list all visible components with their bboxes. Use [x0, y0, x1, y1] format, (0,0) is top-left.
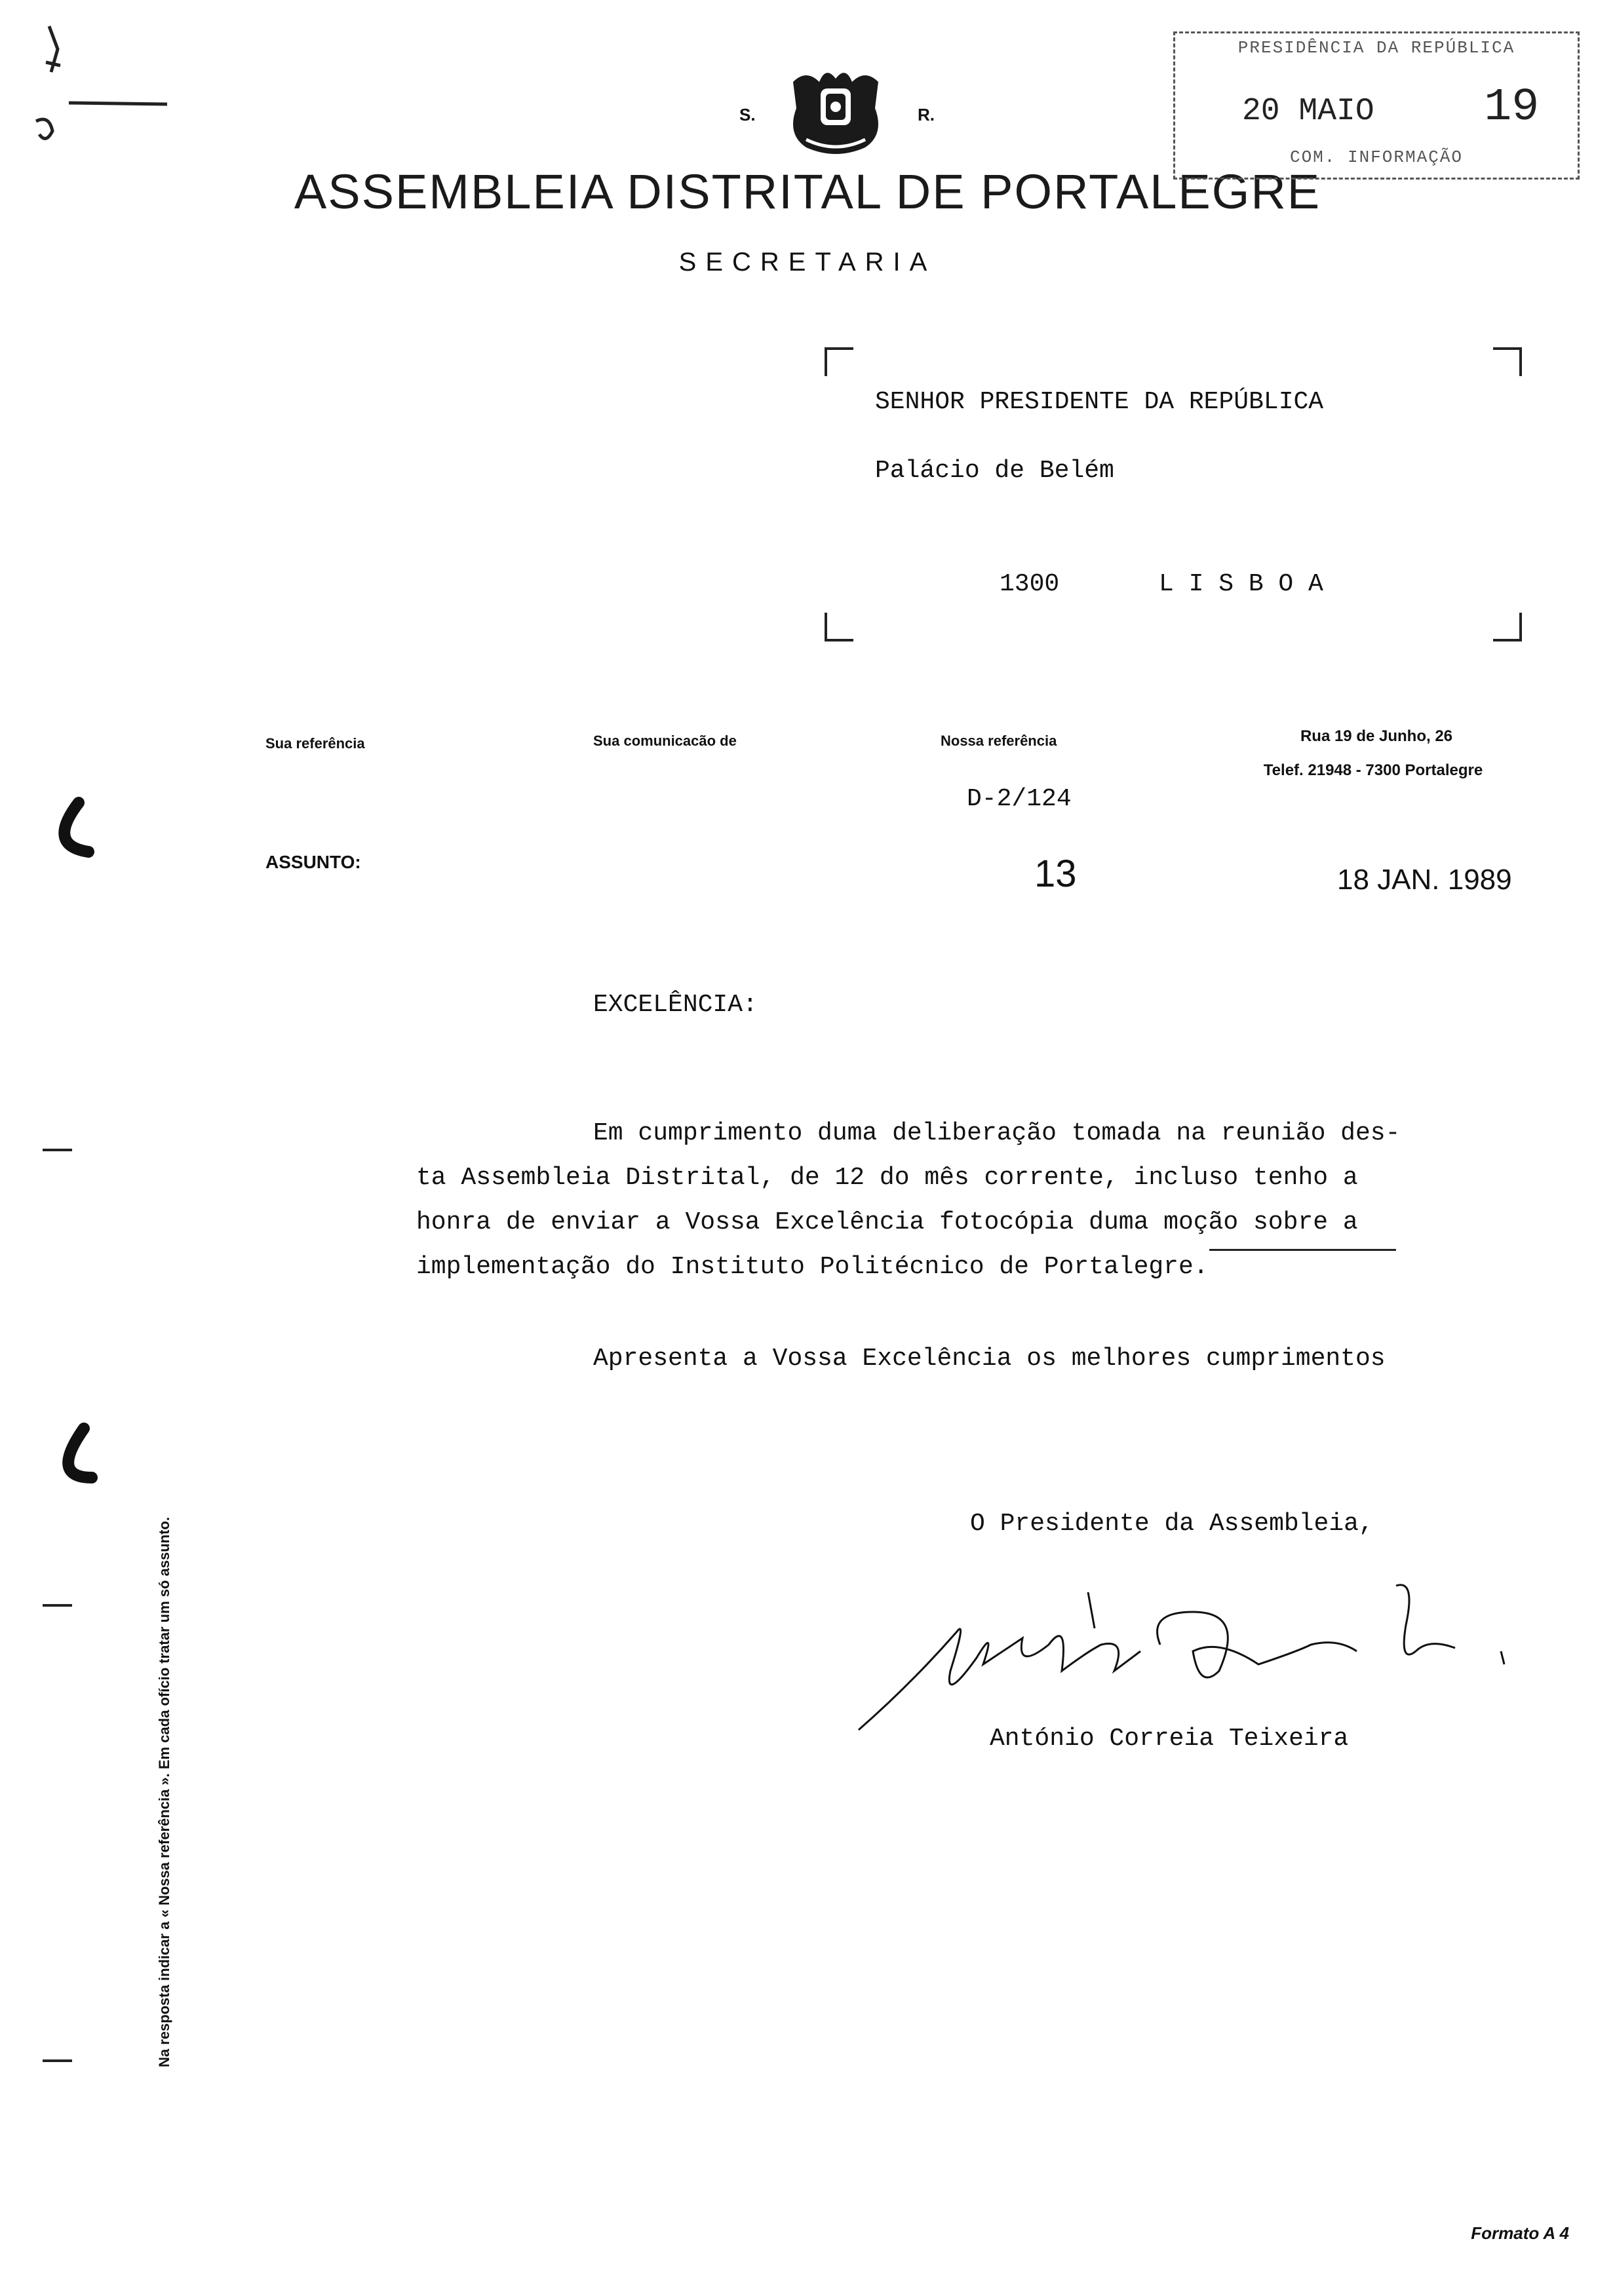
sequence-number: 13: [1034, 852, 1077, 895]
recipient-line-1: SENHOR PRESIDENTE DA REPÚBLICA: [875, 388, 1324, 416]
stamp-header: PRESIDÊNCIA DA REPÚBLICA: [1237, 38, 1515, 58]
sua-comunicacao-label: Sua comunicacão de: [593, 733, 737, 749]
coat-of-arms-icon: [780, 62, 891, 161]
emblem-left-mark: S.: [739, 105, 756, 124]
side-instruction-note: Na resposta indicar a « Nossa referência ». Em cada ofício tratar um só assunto.: [156, 1517, 172, 2067]
organization-subtitle: SECRETARIA: [678, 248, 937, 277]
sua-referencia-label: Sua referência: [265, 735, 365, 752]
signatory-name: António Correia Teixeira: [990, 1725, 1349, 1753]
assunto-label: ASSUNTO:: [265, 852, 361, 872]
emblem-right-mark: R.: [918, 105, 935, 124]
stamp-date-partial: 20 MAIO: [1242, 94, 1374, 129]
sender-address-line-2: Telef. 21948 - 7300 Portalegre: [1263, 761, 1483, 779]
recipient-line-2: Palácio de Belém: [875, 457, 1114, 485]
nossa-referencia-label: Nossa referência: [941, 733, 1057, 749]
address-corner-top-right: [1493, 347, 1522, 376]
salutation: EXCELÊNCIA:: [593, 991, 758, 1019]
address-corner-top-left: [825, 347, 853, 376]
paragraph-line-3: honra de enviar a Vossa Excelência fotocópia duma moção sobre a: [416, 1208, 1358, 1236]
address-corner-bottom-left: [825, 613, 853, 641]
paper-format-label: Formato A 4: [1471, 2223, 1569, 2243]
stamp-footer: COM. INFORMAÇÃO: [1289, 147, 1464, 167]
nossa-referencia-value: D-2/124: [967, 785, 1072, 813]
stamp-number: 19: [1484, 82, 1540, 134]
stamp-date: [1242, 82, 1539, 134]
organization-title: ASSEMBLEIA DISTRITAL DE PORTALEGRE: [294, 164, 1321, 219]
paragraph-line-1: Em cumprimento duma deliberação tomada na reunião des-: [593, 1119, 1401, 1147]
handwritten-underline: [1209, 1249, 1396, 1251]
signatory-title: O Presidente da Assembleia,: [970, 1510, 1374, 1538]
recipient-city: L I S B O A: [1159, 570, 1323, 598]
recipient-postal-code: 1300: [1000, 570, 1060, 598]
letter-date: 18 JAN. 1989: [1337, 864, 1512, 896]
sender-address-line-1: Rua 19 de Junho, 26: [1300, 727, 1453, 745]
paragraph-line-4: implementação do Instituto Politécnico de Portalegre.: [416, 1253, 1209, 1281]
paragraph-line-2: ta Assembleia Distrital, de 12 do mês corrente, incluso tenho a: [416, 1164, 1358, 1192]
address-corner-bottom-right: [1493, 613, 1522, 641]
closing: Apresenta a Vossa Excelência os melhores cumprimentos: [593, 1345, 1386, 1373]
